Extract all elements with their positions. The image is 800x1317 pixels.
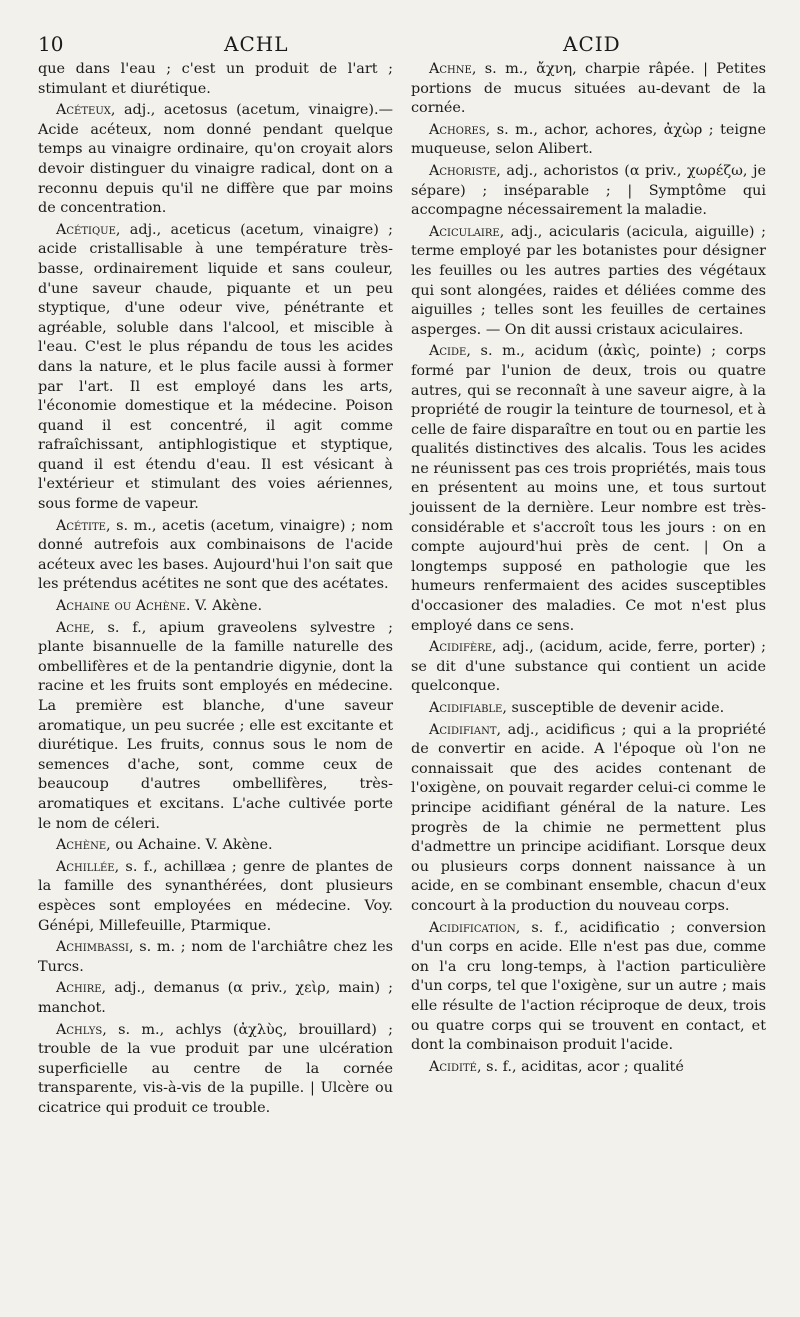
entry-text: , s. m., ἄχνη, charpie râpée. | Petites portions de mucus situées au-devant de la cornée. [411,61,766,117]
entry-headword: Aciculaire [429,223,500,240]
dictionary-entry [38,597,393,617]
entry-headword: Ache [56,619,91,636]
dictionary-entry [38,938,393,977]
right-column [411,60,766,1120]
entry-headword: Achores [429,121,486,138]
entry-headword: Achène [56,837,107,854]
entry-headword: Acidification [429,919,516,936]
entry-headword: Achlys [56,1021,103,1038]
page-number: 10 [38,32,64,56]
entry-text: , s. m., acetis (acetum, vinaigre) ; nom donné autrefois aux combinaisons de l'acide acéteux avec les bases. Aujourd'hui l'on sait que les prétendus acétites ne sont que des acétates. [38,517,393,593]
dictionary-entry [38,221,393,515]
dictionary-entry [38,979,393,1018]
dictionary-entry [38,836,393,856]
entry-headword: Acidité [429,1058,477,1075]
entry-text: , susceptible de devenir acide. [502,700,725,716]
entry-headword: Acidifiant [429,721,497,738]
entry-headword: Achne [429,61,472,77]
entry-text: , s. m., acidum (ἀκὶς, pointe) ; corps formé par l'union de deux, trois ou quatre autres, qui se reconnaît à une saveur aigre, à la propriété de rougir la teinture de tournesol, et à celle de faire disparaître en tout ou en partie les qualités distinctives des alcalis. Tous les acides ne réunissent pas ces trois propriétés, mais tous en présentent au moins une, et tous surtout jouissent de la dernière. Leur nombre est très-considérable et s'accroît tous les jours : on en compte aujourd'hui près de cent. | On a longtemps supposé en pathologie que les humeurs renfermaient des acides susceptibles d'occasioner des maladies. Ce mot n'est plus employé dans ce sens. [411,343,766,634]
entry-text: , s. m., achor, achores, ἀχὼρ ; teigne muqueuse, selon Alibert. [411,121,766,158]
dictionary-entry [411,121,766,160]
entry-text: . V. Akène. [185,598,263,615]
dictionary-entry [411,60,766,119]
entry-text: , adj., acicularis (acicula, aiguille) ; terme employé par les botanistes pour désigner les feuilles ou les autres parties des végétaux qui sont alongées, raides et déliées comme des aiguilles ; telles sont les feuilles de certaines asperges. — On dit aussi cristaux aciculaires. [411,223,766,338]
entry-text: , s. f., achillæa ; genre de plantes de la famille des synanthérées, dont plusieurs espèces sont employées en médecine. Voy. Génépi, Millefeuille, Ptarmique. [38,858,393,934]
dictionary-entry [38,1021,393,1119]
dictionary-entry [411,638,766,697]
entry-text: , ou Achaine. V. Akène. [106,837,273,854]
dictionary-entry [411,699,766,719]
entry-text: , adj., aceticus (acetum, vinaigre) ; acide cristallisable à une température très-basse, ordinairement liquide et sans couleur, d'une saveur chaude, piquante et un peu styptique, d'une odeur vive, pénétrante et agréable, soluble dans l'alcool, et miscible à l'eau. C'est le plus répandu de tous les acides dans la nature, et le plus facile aussi à former par l'art. Il est employé dans les arts, l'économie domestique et la médecine. Poison quand il est concentré, il agit comme rafraîchissant, antiphlogistique et styptique, quand il est étendu d'eau. Il est vésicant à l'extérieur et stimulant des voies aériennes, sous forme de vapeur. [38,221,393,513]
dictionary-entry [38,619,393,835]
dictionary-entry [411,1058,766,1078]
entry-headword: Acétite [56,517,106,534]
entry-text: , s. f., aciditas, acor ; qualité [476,1058,684,1075]
entry-text: , s. f., acidificatio ; conversion d'un corps en acide. Elle n'est pas due, comme on l'a cru long-temps, à l'action particulière d'un corps, tel que l'oxigène, sur un autre ; mais elle résulte de l'action réciproque de deux, trois ou quatre corps qui se trouvent en contact, et dont la combinaison produit l'acide. [411,919,766,1054]
entry-headword: Achimbassi [56,939,129,956]
entry-headword: Acidifiable [429,700,503,716]
entry-text: que dans l'eau ; c'est un produit de l'art ; stimulant et diurétique. [38,61,393,97]
entry-headword: Achire [56,980,102,997]
left-column [38,60,393,1120]
entry-headword: Acétique [56,221,116,238]
entry-text: , s. m. ; nom de l'archiâtre chez les Turcs. [38,939,393,975]
entry-headword: Achaine ou Achène [56,598,186,615]
entry-headword: Acidifère [429,639,493,656]
entry-headword: Acéteux [56,102,111,119]
entry-text: , s. f., apium graveolens sylvestre ; plante bisannuelle de la famille naturelle des ombellifères et de la pentandrie digynie, dont la racine et les fruits sont employés en médecine. La première est blanche, d'une saveur aromatique, un peu sucrée ; elle est excitante et diurétique. Les fruits, connus sous le nom de semences d'ache, sont, comme ceux de beaucoup d'autres ombellifères, très-aromatiques et excitans. L'ache cultivée porte le nom de céleri. [38,619,393,832]
entry-text: , adj., acidificus ; qui a la propriété de convertir en acide. A l'époque où l'on ne connaissait que des acides contenant de l'oxigène, on pouvait regarder celui-ci comme le principe acidifiant général de la nature. Les progrès de la chimie ne permettent plus d'admettre un principe acidifiant. Lorsque deux ou plusieurs corps donnent naissance à un acide, en se combinant ensemble, chacun d'eux concourt à la production du nouveau corps. [411,721,766,914]
entry-headword: Acide [429,343,467,360]
entry-text: , adj., (acidum, acide, ferre, porter) ; se dit d'une substance qui contient un acide quelconque. [411,639,766,695]
dictionary-entry [38,517,393,595]
right-running-head: ACID [563,32,621,56]
dictionary-entry [411,162,766,221]
entry-headword: Achillée [56,858,115,875]
entry-text: , adj., achoristos (α priv., χωρέζω, je sépare) ; inséparable ; | Symptôme qui accompagne nécessairement la maladie. [411,162,766,219]
entry-text: , adj., acetosus (acetum, vinaigre).—Acide acéteux, nom donné pendant quelque temps au vinaigre ordinaire, qu'on croyait alors devoir distinguer du vinaigre radical, dont on a reconnu depuis qu'il ne diffère que par moins de concentration. [38,102,393,217]
text-columns [38,60,766,1120]
dictionary-entry [38,60,393,99]
dictionary-entry [38,101,393,219]
dictionary-entry [411,721,766,917]
running-header [38,30,766,60]
entry-text: , s. m., achlys (ἀχλὺς, brouillard) ; trouble de la vue produit par une ulcération superficielle au centre de la cornée transparente, vis-à-vis de la pupille. | Ulcère ou cicatrice qui produit ce trouble. [38,1021,393,1116]
dictionary-entry [38,858,393,936]
dictionary-entry [411,342,766,636]
entry-headword: Achoriste [429,162,497,179]
entry-text: , adj., demanus (α priv., χεὶρ, main) ; manchot. [38,980,393,1016]
dictionary-entry [411,223,766,341]
dictionary-entry [411,919,766,1056]
left-running-head: ACHL [224,32,289,56]
